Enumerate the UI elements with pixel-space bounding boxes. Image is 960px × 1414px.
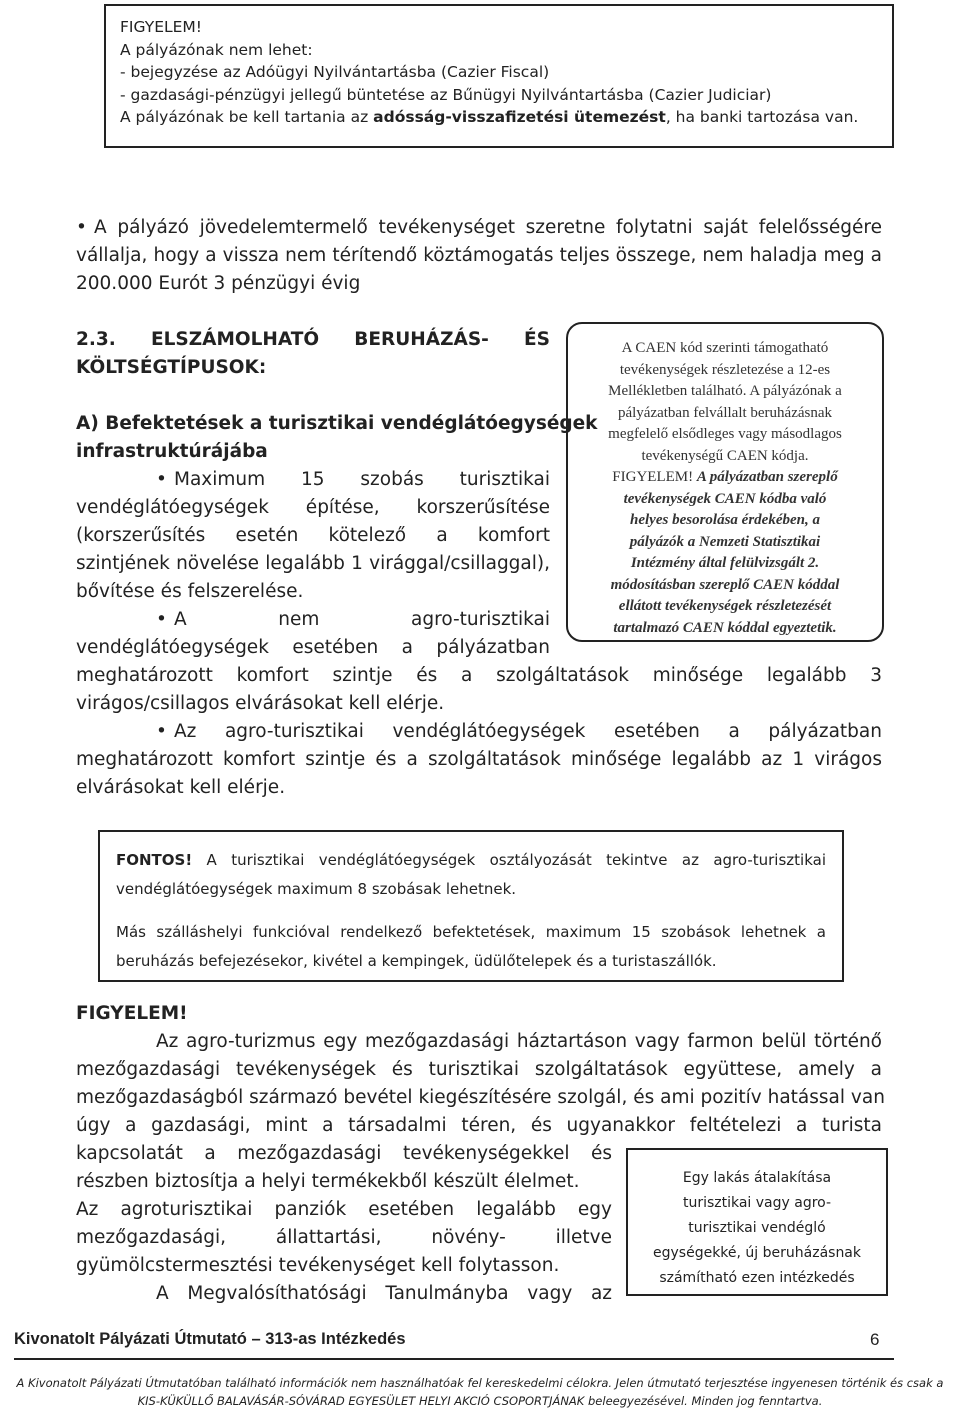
bullet-icon: • [156, 469, 167, 490]
warning-heading: FIGYELEM! [120, 18, 203, 36]
section-full-width: meghatározott komfort szintje és a szolgáltatások minősége legalább 3 virágos/csillagos elvárásokat kell elérje. • Az agro-turisztikai vendéglátóegységek esetében a pályázatban meghatározott komfort szintje és a szolgáltatások minősége legalább az 1 virágos elvárásokat kell elérje. [76, 665, 882, 798]
bullet-icon: • [156, 721, 167, 742]
warning-line: A pályázónak be kell tartania az adósság-visszafizetési ütemezést, ha banki tartozása van. [120, 108, 859, 126]
warning-box [104, 4, 894, 148]
section-heading-cont: KÖLTSÉGTÍPUSOK: [76, 357, 267, 378]
bullet-icon: • [76, 217, 87, 238]
debt-schedule-emphasis: adósság-visszafizetési ütemezést [373, 108, 666, 126]
agritourism-note-cont: kapcsolatát a mezőgazdasági tevékenységekkel és részben biztosítja a helyi termékekből készült élelmet. Az agroturisztikai panziók esetében legalább egy mezőgazdasági, állattartási, növény- illetve gyümölcstermesztési tevékenységet kell folytasson. A Megvalósíthatósági Tanulmányba vagy az [76, 1143, 612, 1304]
subsection-heading-cont: infrastruktúrájába [76, 441, 268, 462]
warning-item: - bejegyzése az Adóügyi Nyilvántartásba (Cazier Fiscal) [120, 63, 550, 81]
warning-intro: A pályázónak nem lehet: [120, 40, 313, 59]
bullet-icon: • [156, 609, 167, 630]
section-heading: 2.3. ELSZÁMOLHATÓ BERUHÁZÁS- ÉS [76, 329, 550, 350]
footer-disclaimer: A Kivonatolt Pályázati Útmutatóban található információk nem használhatóak fel kereskedelmi célokra. Jelen útmutató terjesztése ingyenesen történik és csak a [16, 1376, 944, 1390]
bullet-paragraph-income: • A pályázó jövedelemtermelő tevékenységet szeretne folytatni saját felelősségére vállalja, hogy a vissza nem térítendő köztámogatás teljes összege, nem haladja meg a 200.000 Eurót 3 pénzügyi évig [76, 214, 882, 298]
warning-item: - gazdasági-pénzügyi jellegű büntetése az Bűnügyi Nyilvántartásba (Cazier Judiciar) [120, 85, 772, 104]
important-box: FONTOS! A turisztikai vendéglátóegységek osztályozását tekintve az agro-turisztikai vendéglátóegységek maximum 8 szobásak lehetnek. Más szálláshelyi funkcióval rendelkező befektetések, maximum 15 szobások lehetnek a beruházás befejezésekor, kivétel a kempingek, üdülőtelepek és a turistaszállók. [98, 830, 844, 982]
warning-heading: FIGYELEM! [76, 1003, 188, 1024]
section-left-column: 2.3. ELSZÁMOLHATÓ BERUHÁZÁS- ÉS KÖLTSÉGTÍPUSOK: A) Befektetések a turisztikai vendéglátóegységek infrastruktúrájába • Maximum 15 szobás turisztikai vendéglátóegységek építése, korszerűsítése (korszerűsítés esetén kötelező a komfort szintjének növelése legalább 1 virággal/csillaggal), bővítése és felszerelése. • A nem agro-turisztikai vendéglátóegységek esetében a pályázatban [76, 326, 550, 662]
page-number: 6 [870, 1330, 880, 1349]
footer-disclaimer: KIS-KÜKÜLLŐ BALAVÁSÁR-SÓVÁRAD EGYESÜLET HELYI AKCIÓ CSOPORTJÁNAK beleegyezésével. Minden jog fenntartva. [137, 1394, 823, 1408]
important-label: FONTOS! [116, 851, 193, 869]
footer-divider [14, 1358, 894, 1360]
subsection-heading: A) Befektetések a turisztikai vendéglátóegységek [76, 413, 598, 434]
apartment-conversion-box: Egy lakás átalakítása turisztikai vagy agro- turisztikai vendégló egységekké, új beruházásnak számítható ezen intézkedés [626, 1148, 888, 1296]
agritourism-note: FIGYELEM! Az agro-turizmus egy mezőgazdasági háztartáson vagy farmon belül történő mezőgazdasági tevékenységek és turisztikai szolgáltatások együttese, amely a mezőgazdaságból származó bevétel kiegészítésére szolgál, és ami pozitív hatással van úgy a gazdasági, mint a társadalmi téren, és ugyanakkor feltételezi a turista [76, 1000, 882, 1140]
caen-info-box: A CAEN kód szerinti támogatható tevékenységek részletezése a 12-es Mellékletben található. A pályázónak a pályázatban felvállalt beruházásnak megfelelő elsődleges vagy másodlagos tevékenységű CAEN kódja. FIGYELEM! A pályázatban szereplő tevékenységek CAEN kódba való helyes besorolása érdekében, a pályázók a Nemzeti Statisztikai Intézmény által felülvizsgált 2. módosításban szereplő CAEN kóddal ellátott tevékenységek részletezését tartalmazó CAEN kóddal egyeztetik. [566, 322, 884, 642]
footer-title: Kivonatolt Pályázati Útmutató – 313-as Intézkedés [14, 1330, 406, 1348]
